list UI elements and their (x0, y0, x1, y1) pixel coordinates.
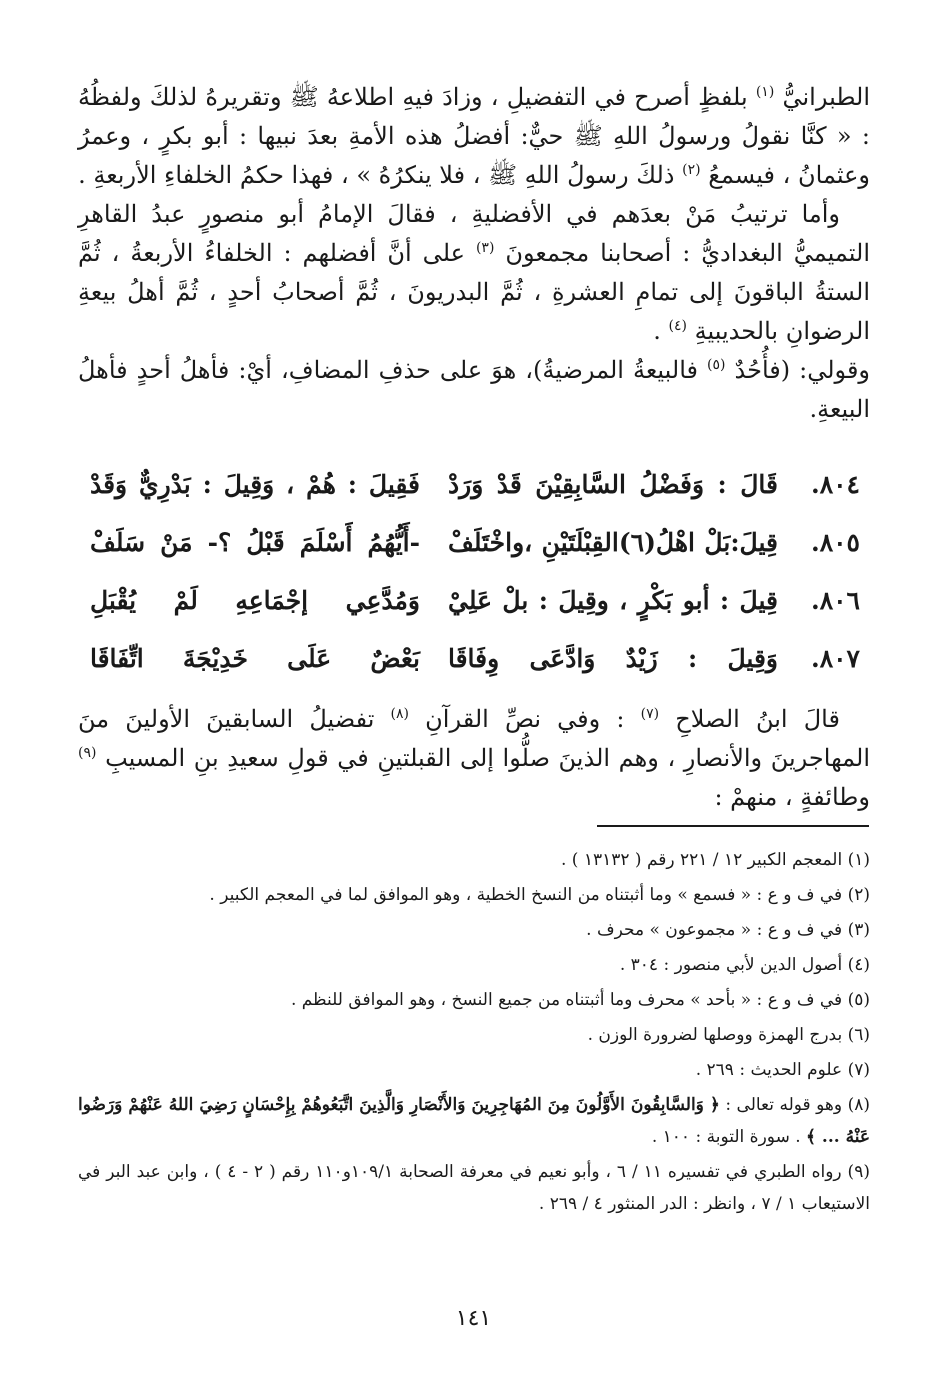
paragraph-2 (78, 195, 870, 351)
paragraph-4 (78, 700, 870, 817)
text-run: قالَ ابنُ الصلاحِ (675, 705, 840, 733)
text-run: ذلكَ رسولُ اللهِ ﷺ ، فلا ينكرُهُ » ، فهذا حكمُ الخلفاءِ الأربعةِ . (78, 161, 675, 189)
footnote-ref: (٢) (682, 162, 701, 178)
footnote-ref: (٩) (78, 745, 97, 761)
text-run: . سورة التوبة : ١٠٠ . (651, 1127, 801, 1147)
verse-line (90, 528, 860, 586)
verse-first-hemistich: وَقِيلَ : زَيْدٌ وَادَّعَى وِفَاقَا (447, 644, 778, 673)
text-run: (٨) وهو قوله تعالى : (725, 1095, 870, 1115)
text-run: : وفي نصِّ القرآنِ (425, 705, 625, 733)
commentary-text (78, 700, 870, 817)
verse-second-hemistich: -أَيُّهُمُ أَسْلَمَ قَبْلُ ؟- مَنْ سَلَفْ (89, 528, 420, 557)
verse-line (90, 470, 860, 528)
verse-line (90, 644, 860, 702)
footnote-8 (78, 1089, 870, 1153)
verse-first-hemistich: قَالَ : وَفَضْلُ السَّابِقِيْنَ قَدْ وَرَدْ (447, 470, 778, 499)
footnote-ref: (١) (755, 84, 775, 100)
footnote-ref: (٧) (640, 706, 660, 722)
verse-second-hemistich: بَعْضٌ عَلَى خَدِيْجَةَ اتِّفَاقَا (89, 644, 420, 673)
footnote-9: (٩) رواه الطبري في تفسيره ١١ / ٦ ، وأبو نعيم في معرفة الصحابة ١٠٩/١و١١٠ رقم ( ٢ - ٤ ) ، وابن عبد البر في الاستيعاب ١ / ٧ ، وانظر : الدر المنثور ٤ / ٢٦٩ . (78, 1162, 870, 1214)
main-text (78, 78, 870, 429)
poem-verses (90, 470, 860, 702)
verse-second-hemistich: وَمُدَّعِي إجْمَاعِهِ لَمْ يُقْبَلِ (89, 586, 420, 615)
footnote-separator (597, 825, 869, 827)
footnote-ref: (٨) (390, 706, 410, 722)
verse-second-hemistich: فَقِيلَ : هُمْ ، وَقِيلَ : بَدْرِيٌّ وَقَدْ (89, 470, 420, 499)
text-run: تفضيلُ السابقينَ الأولينَ منَ المهاجرينَ والأنصارِ ، وهم الذينَ صلُّوا إلى القبلتينِ في قولِ سعيدِ بنِ المسيبِ (78, 705, 870, 772)
footnote-3: (٣) في ف و ع : « مجموعون » محرف . (586, 920, 870, 940)
page-number: ١٤١ (455, 1306, 492, 1331)
verse-line (90, 586, 860, 644)
verse-number: ٨٠٦. (810, 586, 860, 615)
text-run: وأما ترتيبُ مَنْ بعدَهم في الأفضليةِ ، فقالَ الإمامُ أبو منصورٍ عبدُ القاهرِ التميميُّ البغداديُّ : أصحابنا مجمعونَ (78, 200, 870, 267)
footnote-2: (٢) في ف و ع : « فسمع » وما أثبتناه من النسخ الخطية ، وهو الموافق لما في المعجم الكبير . (209, 885, 870, 905)
text-run: بلفظٍ أصرح في التفضيلِ ، وزادَ فيهِ اطلاعهُ ﷺ وتقريرهُ لذلكَ ولفظُهُ : « كنَّا نقولُ ورسولُ اللهِ ﷺ حيٌّ: أفضلُ هذه الأمةِ بعدَ نبيها : أبو بكرٍ ، وعمرُ وعثمانُ ، فيسمعُ (78, 83, 870, 189)
verse-first-hemistich: قِيلَ : أبو بَكْرٍ ، وقِيلَ : بلْ عَلِيْ (447, 586, 778, 615)
text-run: على أنَّ أفضلهم : الخلفاءُ الأربعةُ ، ثُمَّ الستةُ الباقونَ إلى تمامِ العشرةِ ، ثُمَّ البدريونَ ، ثُمَّ أصحابُ أحدٍ ، ثُمَّ أهلُ بيعةِ الرضوانِ بالحديبيةِ (78, 239, 870, 345)
verse-number: ٨٠٧. (810, 644, 860, 673)
text-run: . (653, 317, 661, 345)
footnote-ref: (٥) (707, 357, 726, 373)
footnote-7: (٧) علوم الحديث : ٢٦٩ . (695, 1060, 870, 1080)
paragraph-1 (78, 78, 870, 195)
footnote-ref: (٣) (475, 240, 495, 256)
footnotes (78, 844, 870, 1223)
footnote-ref: (٤) (668, 318, 687, 334)
footnote-1: (١) المعجم الكبير ١٢ / ٢٢١ رقم ( ١٣١٣٢ ) . (561, 850, 870, 870)
verse-first-hemistich: قِيلَ:بَلْ اهْلُ(٦)القِبْلَتَيْنِ ،واخْتَلَفْ (447, 528, 778, 557)
text-run: الطبرانيُّ (782, 83, 870, 111)
footnote-4: (٤) أصول الدين لأبي منصور : ٣٠٤ . (619, 955, 870, 975)
footnote-6: (٦) بدرج الهمزة ووصلها لضرورة الوزن . (587, 1025, 870, 1045)
paragraph-3 (78, 351, 870, 429)
verse-number: ٨٠٤. (810, 470, 860, 499)
text-run: فالبيعةُ المرضيةُ)، هوَ على حذفِ المضافِ، أيْ: فأهلُ أحدٍ فأهلُ البيعةِ. (78, 356, 870, 423)
quran-quote: ﴿ وَالسَّابِقُونَ الأَوَّلُونَ مِنَ المُهَاجِرِينَ وَالأَنْصَارِ وَالَّذِينَ اتَّبَعُوهُمْ بِإِحْسَانٍ رَضِيَ اللهُ عَنْهُمْ وَرَضُوا عَنْهُ ... ﴾ (78, 1095, 870, 1147)
text-run: وطائفةٍ ، منهمْ : (714, 783, 870, 811)
verse-number: ٨٠٥. (810, 528, 860, 557)
footnote-5: (٥) في ف و ع : « بأحد » محرف وما أثبتناه من جميع النسخ ، وهو الموافق للنظم . (290, 990, 870, 1010)
text-run: وقولي: (فأُحُدٌ (734, 356, 871, 384)
